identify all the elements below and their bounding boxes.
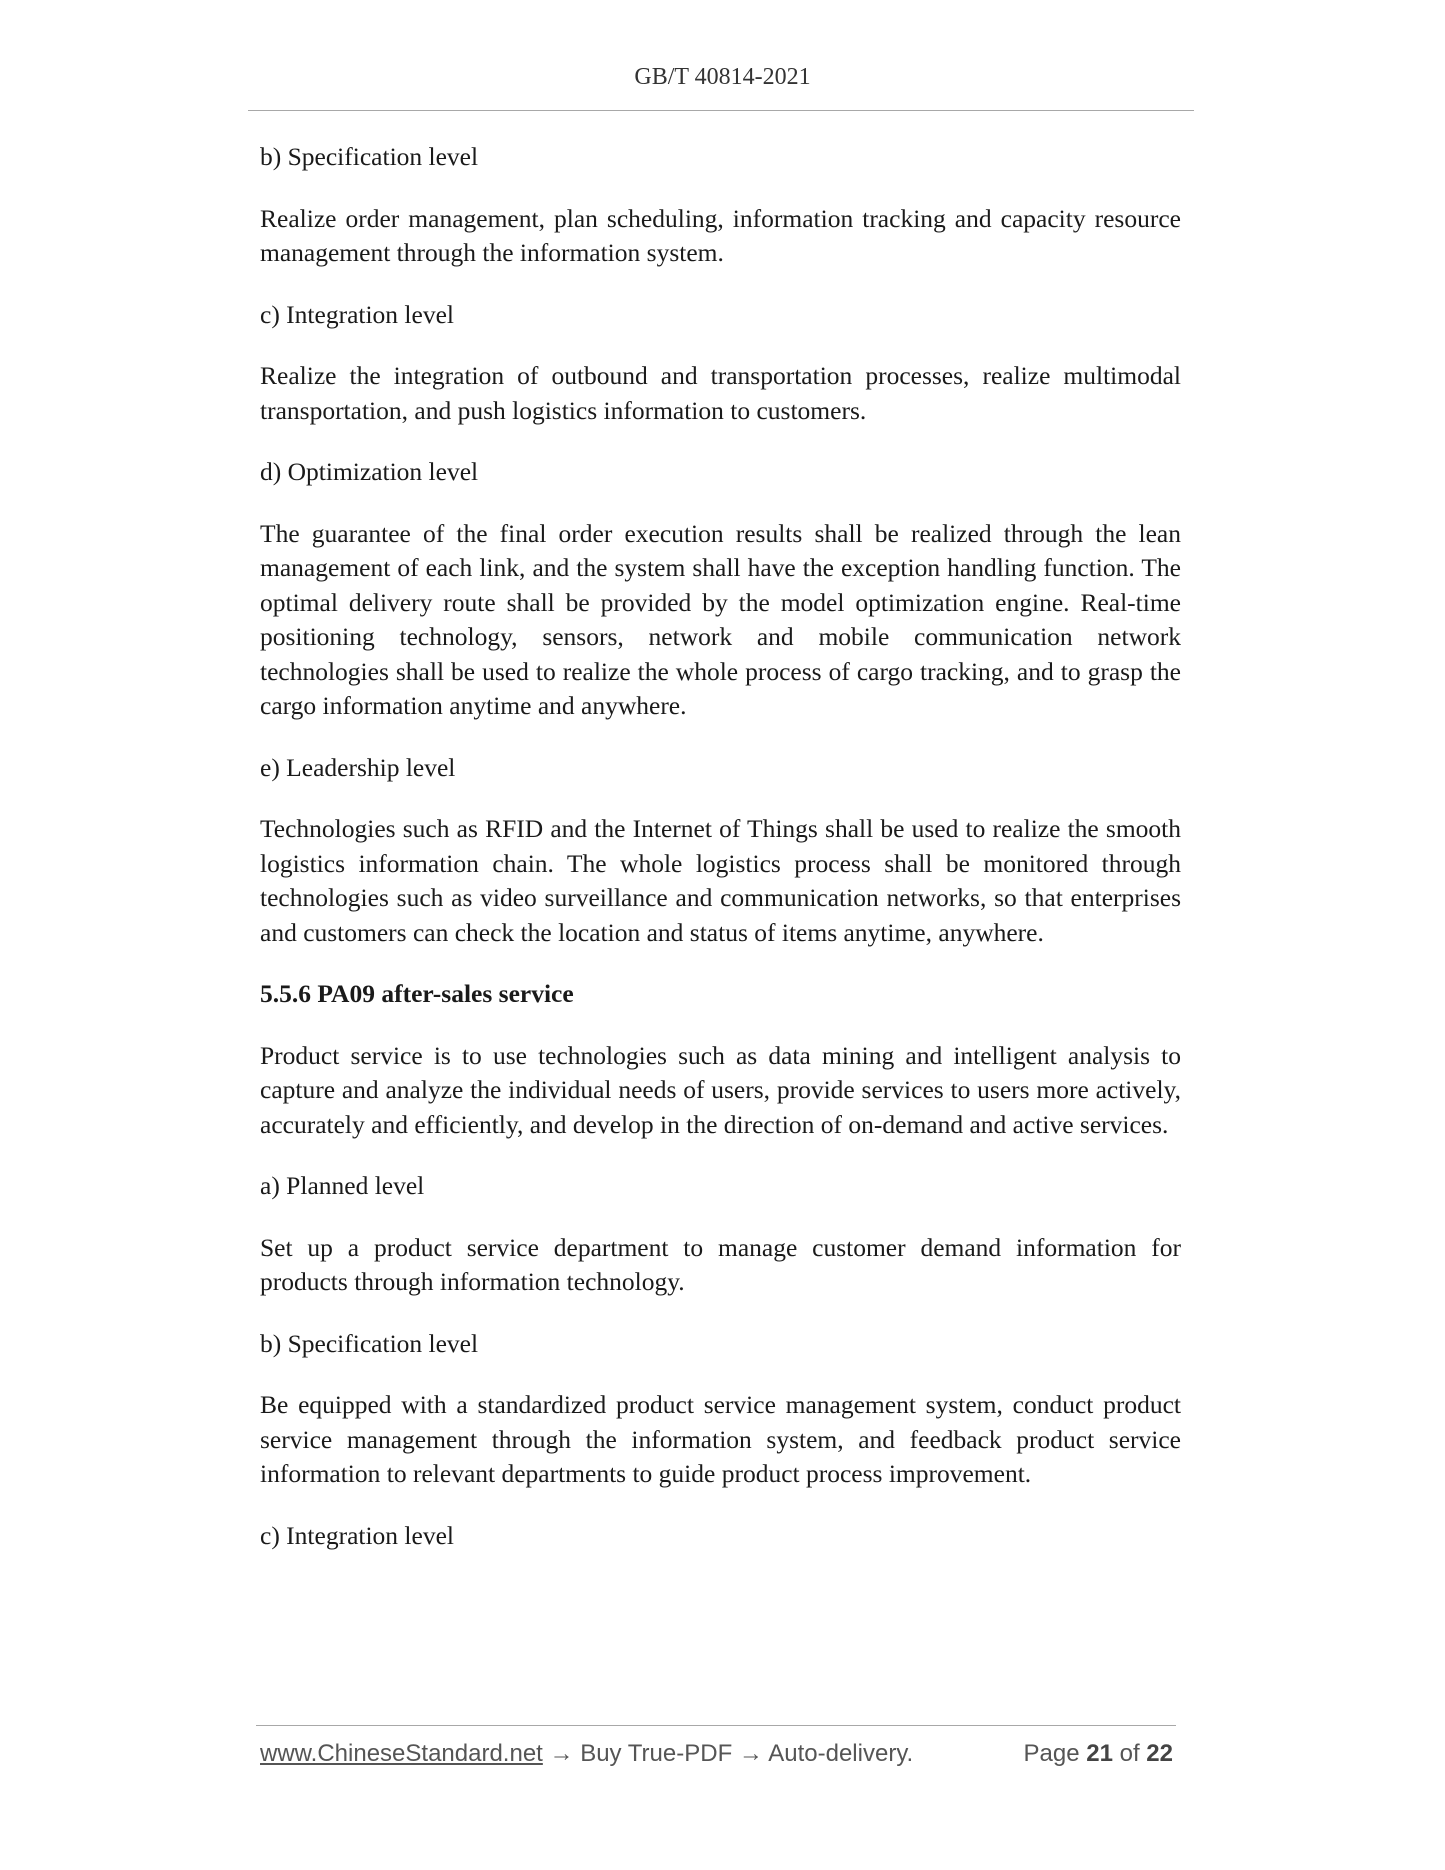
level-heading: c) Integration level xyxy=(260,1520,454,1550)
body-paragraph: Realize order management, plan scheduling, information tracking and capacity resource management through the information system. xyxy=(260,203,1181,267)
body-paragraph: Set up a product service department to manage customer demand information for products through information technology. xyxy=(260,1232,1181,1296)
total-pages-number: 22 xyxy=(1146,1740,1173,1767)
body-paragraph: Realize the integration of outbound and transportation processes, realize multimodal transportation, and push logistics information to customers. xyxy=(260,361,1181,425)
level-heading: b) Specification level xyxy=(260,142,479,171)
auto-delivery-text: Auto-delivery. xyxy=(768,1740,914,1767)
website-link[interactable]: www.ChineseStandard.net xyxy=(260,1740,543,1767)
body-paragraph: The guarantee of the final order execution results shall be realized through the lean management of each link, and the system shall have the exception handling function. The optimal delivery route shall be provided by the model optimization engine. Real-time positioning technology, sensors, network and mobile communication network technologies shall be used to realize the whole process of cargo tracking, and to grasp the cargo information anytime and anywhere. xyxy=(260,518,1181,720)
page-indicator xyxy=(1024,1740,1174,1768)
arrow-right-icon: → xyxy=(738,1740,763,1767)
arrow-right-icon: → xyxy=(549,1740,574,1767)
footer xyxy=(260,1740,1173,1768)
section-heading: 5.5.6 PA09 after-sales service xyxy=(260,979,574,1008)
level-heading: e) Leadership level xyxy=(260,752,456,782)
buy-pdf-text: Buy True-PDF xyxy=(580,1740,733,1767)
level-heading: b) Specification level xyxy=(260,1328,479,1358)
footer-divider xyxy=(256,1725,1176,1726)
header-divider xyxy=(248,110,1194,111)
document-id-header: GB/T 40814-2021 xyxy=(634,64,811,90)
current-page-number: 21 xyxy=(1086,1740,1113,1767)
level-heading: a) Planned level xyxy=(260,1171,425,1200)
page-label: Page xyxy=(1023,1740,1080,1767)
page-content xyxy=(260,140,1181,1580)
level-heading: c) Integration level xyxy=(260,299,454,329)
body-paragraph: Product service is to use technologies such as data mining and intelligent analysis to capture and analyze the individual needs of users, provide services to users more actively, accurately and efficiently, and develop in the direction of on-demand and active services. xyxy=(260,1040,1181,1139)
page-of-label: of xyxy=(1119,1740,1140,1767)
body-paragraph: Technologies such as RFID and the Internet of Things shall be used to realize the smooth logistics information chain. The whole logistics process shall be monitored through technologies such as video surveillance and communication networks, so that enterprises and customers can check the location and status of items anytime, anywhere. xyxy=(260,814,1181,947)
level-heading: d) Optimization level xyxy=(260,457,479,486)
body-paragraph: Be equipped with a standardized product service management system, conduct product service management through the information system, and feedback product service information to relevant departments to guide product process improvement. xyxy=(260,1390,1181,1488)
